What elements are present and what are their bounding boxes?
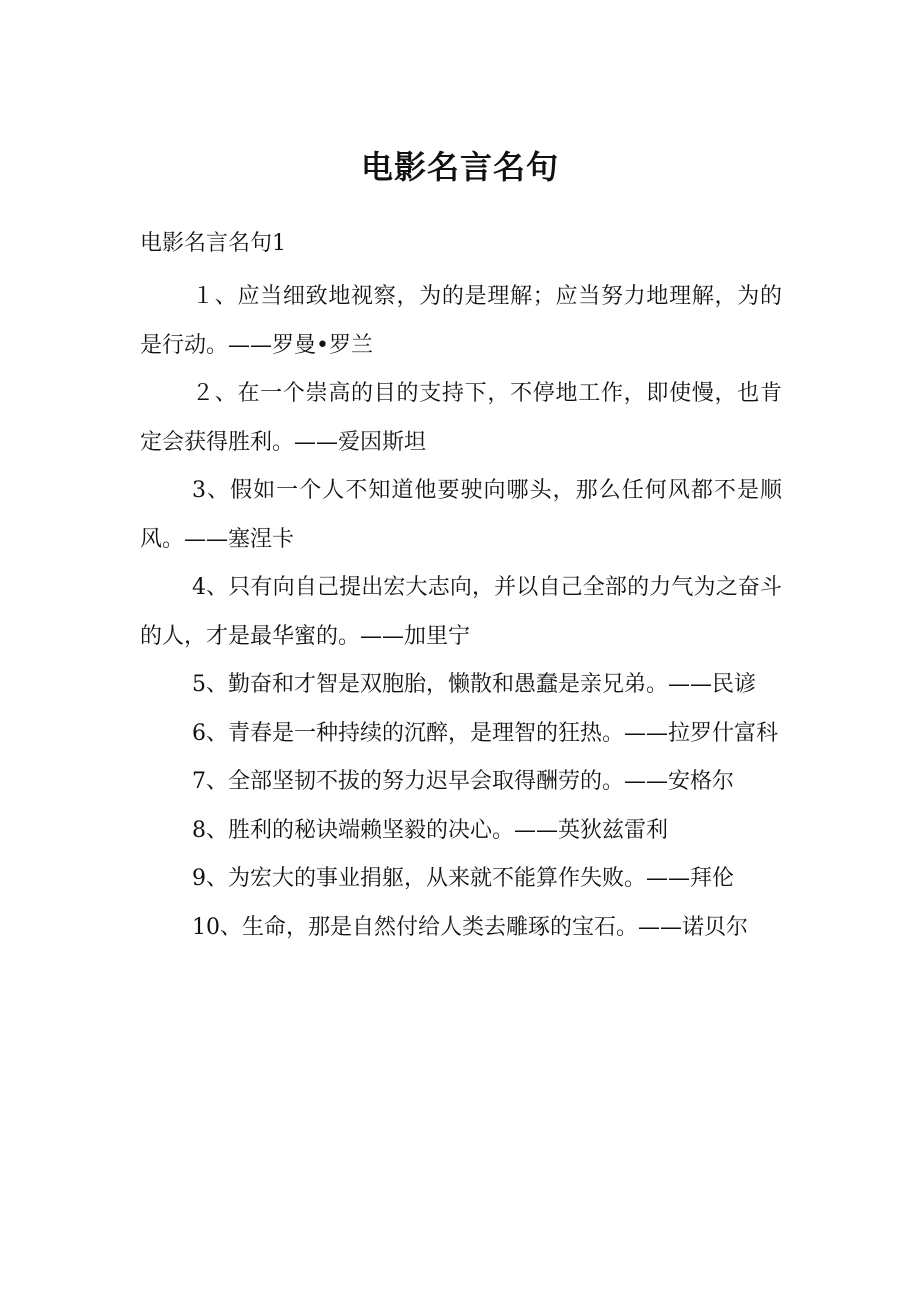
quote-item-6: 6、青春是一种持续的沉醉，是理智的狂热。——拉罗什富科 — [192, 720, 778, 746]
quote-item-2: ２、在一个崇高的目的支持下，不停地工作，即使慢，也肯定会获得胜利。——爱因斯坦 — [140, 381, 782, 455]
quote-item-3: 3、假如一个人不知道他要驶向哪头，那么任何风都不是顺风。——塞涅卡 — [140, 478, 782, 552]
quote-item-4: 4、只有向自己提出宏大志向，并以自己全部的力气为之奋斗的人，才是最华蜜的。——加里宁 — [140, 575, 782, 649]
document-title: 电影名言名句 — [360, 148, 559, 186]
quote-item-9: 9、为宏大的事业捐躯，从来就不能算作失败。——拜伦 — [192, 866, 734, 891]
quote-item-1: １、应当细致地视察，为的是理解；应当努力地理解，为的是行动。——罗曼•罗兰 — [140, 284, 782, 358]
quote-list — [140, 273, 782, 952]
section-heading: 电影名言名句1 — [140, 231, 286, 256]
quote-item-5: 5、勤奋和才智是双胞胎，懒散和愚蠢是亲兄弟。——民谚 — [192, 672, 756, 697]
quote-item-10: 10、生命，那是自然付给人类去雕琢的宝石。——诺贝尔 — [192, 914, 748, 940]
quote-item-8: 8、胜利的秘诀端赖坚毅的决心。——英狄兹雷利 — [192, 817, 668, 843]
quote-item-7: 7、全部坚韧不拔的努力迟早会取得酬劳的。——安格尔 — [192, 769, 734, 794]
